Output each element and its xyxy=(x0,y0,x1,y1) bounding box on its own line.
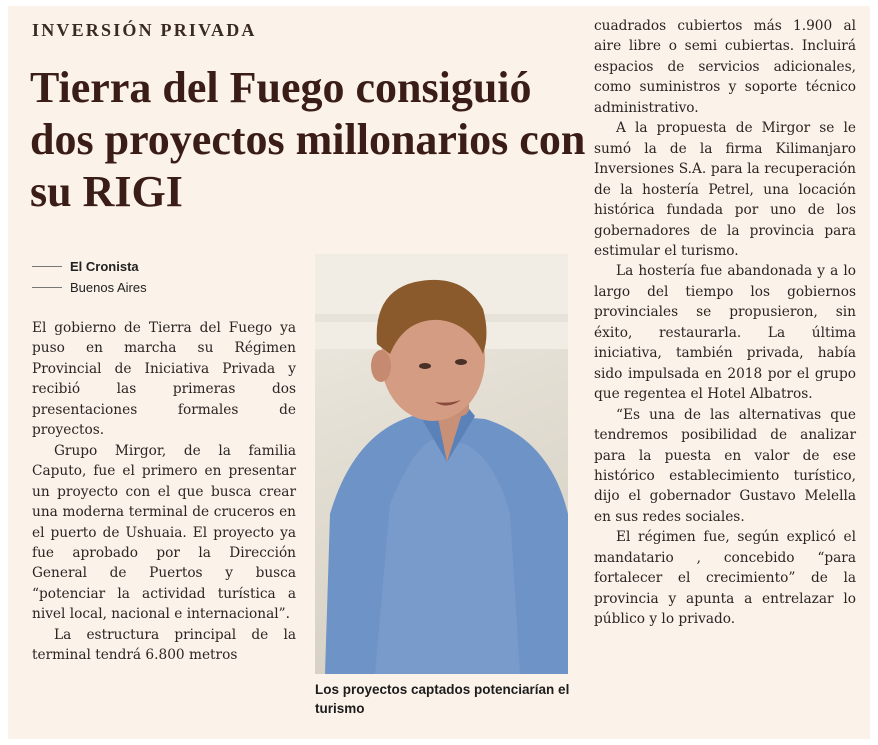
paragraph: cuadrados cubiertos más 1.900 al aire libre o semi cubiertas. Incluirá espacios de servicios adicionales, como suministros y soporte técnico administrativo. xyxy=(594,18,856,116)
paragraph: El régimen fue, según explicó el mandatario , concebido “para fortalecer el crecimiento” de la provincia y apunta a entrelazar lo público y lo privado. xyxy=(594,529,856,628)
paragraph: La hostería fue abandonada y a lo largo del tiempo los gobiernos provinciales se propusieron, sin éxito, restaurarla. La última iniciativa, también privada, había sido impulsada en 2018 por el grupo que regentea el Hotel Albatros. xyxy=(594,263,856,403)
photo-caption: Los proyectos captados potenciarían el turismo xyxy=(315,682,570,716)
byline-source: El Cronista xyxy=(70,259,139,274)
article-column-left xyxy=(32,318,296,666)
byline xyxy=(32,256,147,298)
portrait-illustration xyxy=(315,254,568,674)
byline-rule xyxy=(32,266,62,267)
paragraph: A la propuesta de Mirgor se le sumó la de la firma Kilimanjaro Inversiones S.A. para la recuperación de la hostería Petrel, una locación histórica fundada por uno de los gobernadores de la provincia para estimular el turismo. xyxy=(594,120,856,259)
paragraph: “Es una de las alternativas que tendremos posibilidad de analizar para la puesta en valor de ese histórico establecimiento turístico, dijo el gobernador Gustavo Melella en sus redes sociales. xyxy=(594,406,856,525)
paragraph: Grupo Mirgor, de la familia Caputo, fue el primero en presentar un proyecto con el que busca crear una moderna terminal de cruceros en el puerto de Ushuaia. El proyecto ya fue aprobado por la Dirección General de Puertos y busca “potenciar la actividad turística a nivel local, nacional e internacional”. xyxy=(32,442,296,623)
paragraph: El gobierno de Tierra del Fuego ya puso en marcha su Régimen Provincial de Iniciativa Privada y recibió las primeras dos presentaciones formales de proyectos. xyxy=(32,320,296,439)
article-column-right xyxy=(594,16,856,630)
section-label: INVERSIÓN PRIVADA xyxy=(32,20,257,40)
headline: Tierra del Fuego consiguió dos proyectos millonarios con su RIGI xyxy=(30,63,586,216)
byline-location: Buenos Aires xyxy=(70,280,147,295)
newspaper-clipping xyxy=(8,6,870,739)
byline-rule xyxy=(32,287,62,288)
article-photo xyxy=(315,254,568,674)
paragraph: La estructura principal de la terminal tendrá 6.800 metros xyxy=(32,626,296,664)
